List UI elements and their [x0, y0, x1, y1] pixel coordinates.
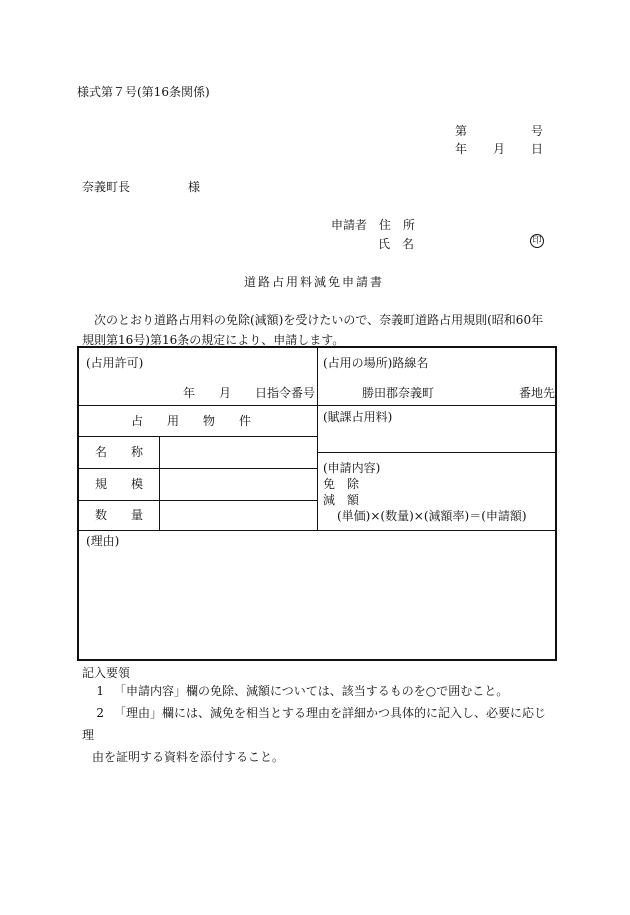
note-text: 「理由」欄には、減免を相当とする理由を詳細かつ具体的に記入し、必要に応じ理 — [82, 706, 547, 742]
note-number: 1 — [96, 684, 104, 698]
document-title: 道路占用料減免申請書 — [244, 275, 385, 289]
note-item-2 — [82, 702, 552, 768]
request-reduction: 減 額 — [323, 493, 360, 507]
notes-title: 記入要領 — [82, 666, 131, 680]
table-row-line — [79, 405, 555, 406]
table-row-line — [79, 436, 317, 437]
request-label: (申請内容) — [323, 461, 381, 475]
note-number: 2 — [96, 706, 104, 720]
note-text-continuation: 由を証明する資料を添付すること。 — [92, 750, 285, 764]
object-header: 占 用 物 件 — [131, 414, 252, 428]
addressee-honorific: 様 — [188, 180, 201, 194]
name-label: 氏 名 — [378, 237, 415, 251]
table-vertical-divider — [317, 348, 318, 530]
row-label-quantity: 数 量 — [95, 508, 144, 522]
form-number: 様式第７号(第16条関係) — [77, 85, 210, 99]
date-year: 年 — [455, 142, 468, 156]
body-line-1: 次のとおり道路占用料の免除(減額)を受けたいので、奈義町道路占用規則(昭和60年 — [94, 313, 544, 327]
location-label: (占用の場所)路線名 — [323, 356, 429, 370]
reason-label: (理由) — [86, 534, 120, 548]
body-line-2: 規則第16号)第16条の規定により、申請します。 — [82, 333, 345, 347]
address-label: 住 所 — [378, 218, 415, 232]
number-prefix: 第 — [455, 124, 468, 138]
note-item-1 — [82, 680, 552, 702]
table-row-line — [317, 452, 555, 453]
table-row-line — [79, 500, 317, 501]
date-day: 日 — [531, 142, 544, 156]
reduction-formula: (単価)×(数量)×(減額率)＝(申請額) — [337, 509, 527, 523]
location-suffix: 番地先 — [519, 386, 556, 400]
table-row-line — [79, 530, 555, 531]
table-label-divider — [159, 436, 160, 530]
fee-label: (賦課占用料) — [323, 410, 393, 424]
table-row-line — [79, 468, 317, 469]
body-text — [82, 310, 552, 350]
permit-year: 年 — [183, 386, 196, 400]
row-label-scale: 規 模 — [95, 477, 144, 491]
permit-month: 月 — [219, 386, 232, 400]
note-text: 「申請内容」欄の免除、減額については、該当するものを○で囲むこと。 — [114, 684, 509, 698]
date-month: 月 — [493, 142, 506, 156]
location-town: 勝田郡奈義町 — [362, 386, 435, 400]
application-table — [77, 346, 557, 661]
number-suffix: 号 — [531, 124, 544, 138]
applicant-address-row — [331, 218, 415, 232]
addressee-name: 奈義町長 — [82, 180, 131, 194]
row-label-name: 名 称 — [95, 445, 144, 459]
permit-label: (占用許可) — [86, 356, 144, 370]
permit-day-number: 日指令番号 — [255, 386, 316, 400]
seal-mark: 印 — [530, 234, 544, 248]
addressee — [82, 180, 201, 194]
request-exemption: 免 除 — [323, 477, 360, 491]
applicant-label: 申請者 — [331, 218, 368, 232]
